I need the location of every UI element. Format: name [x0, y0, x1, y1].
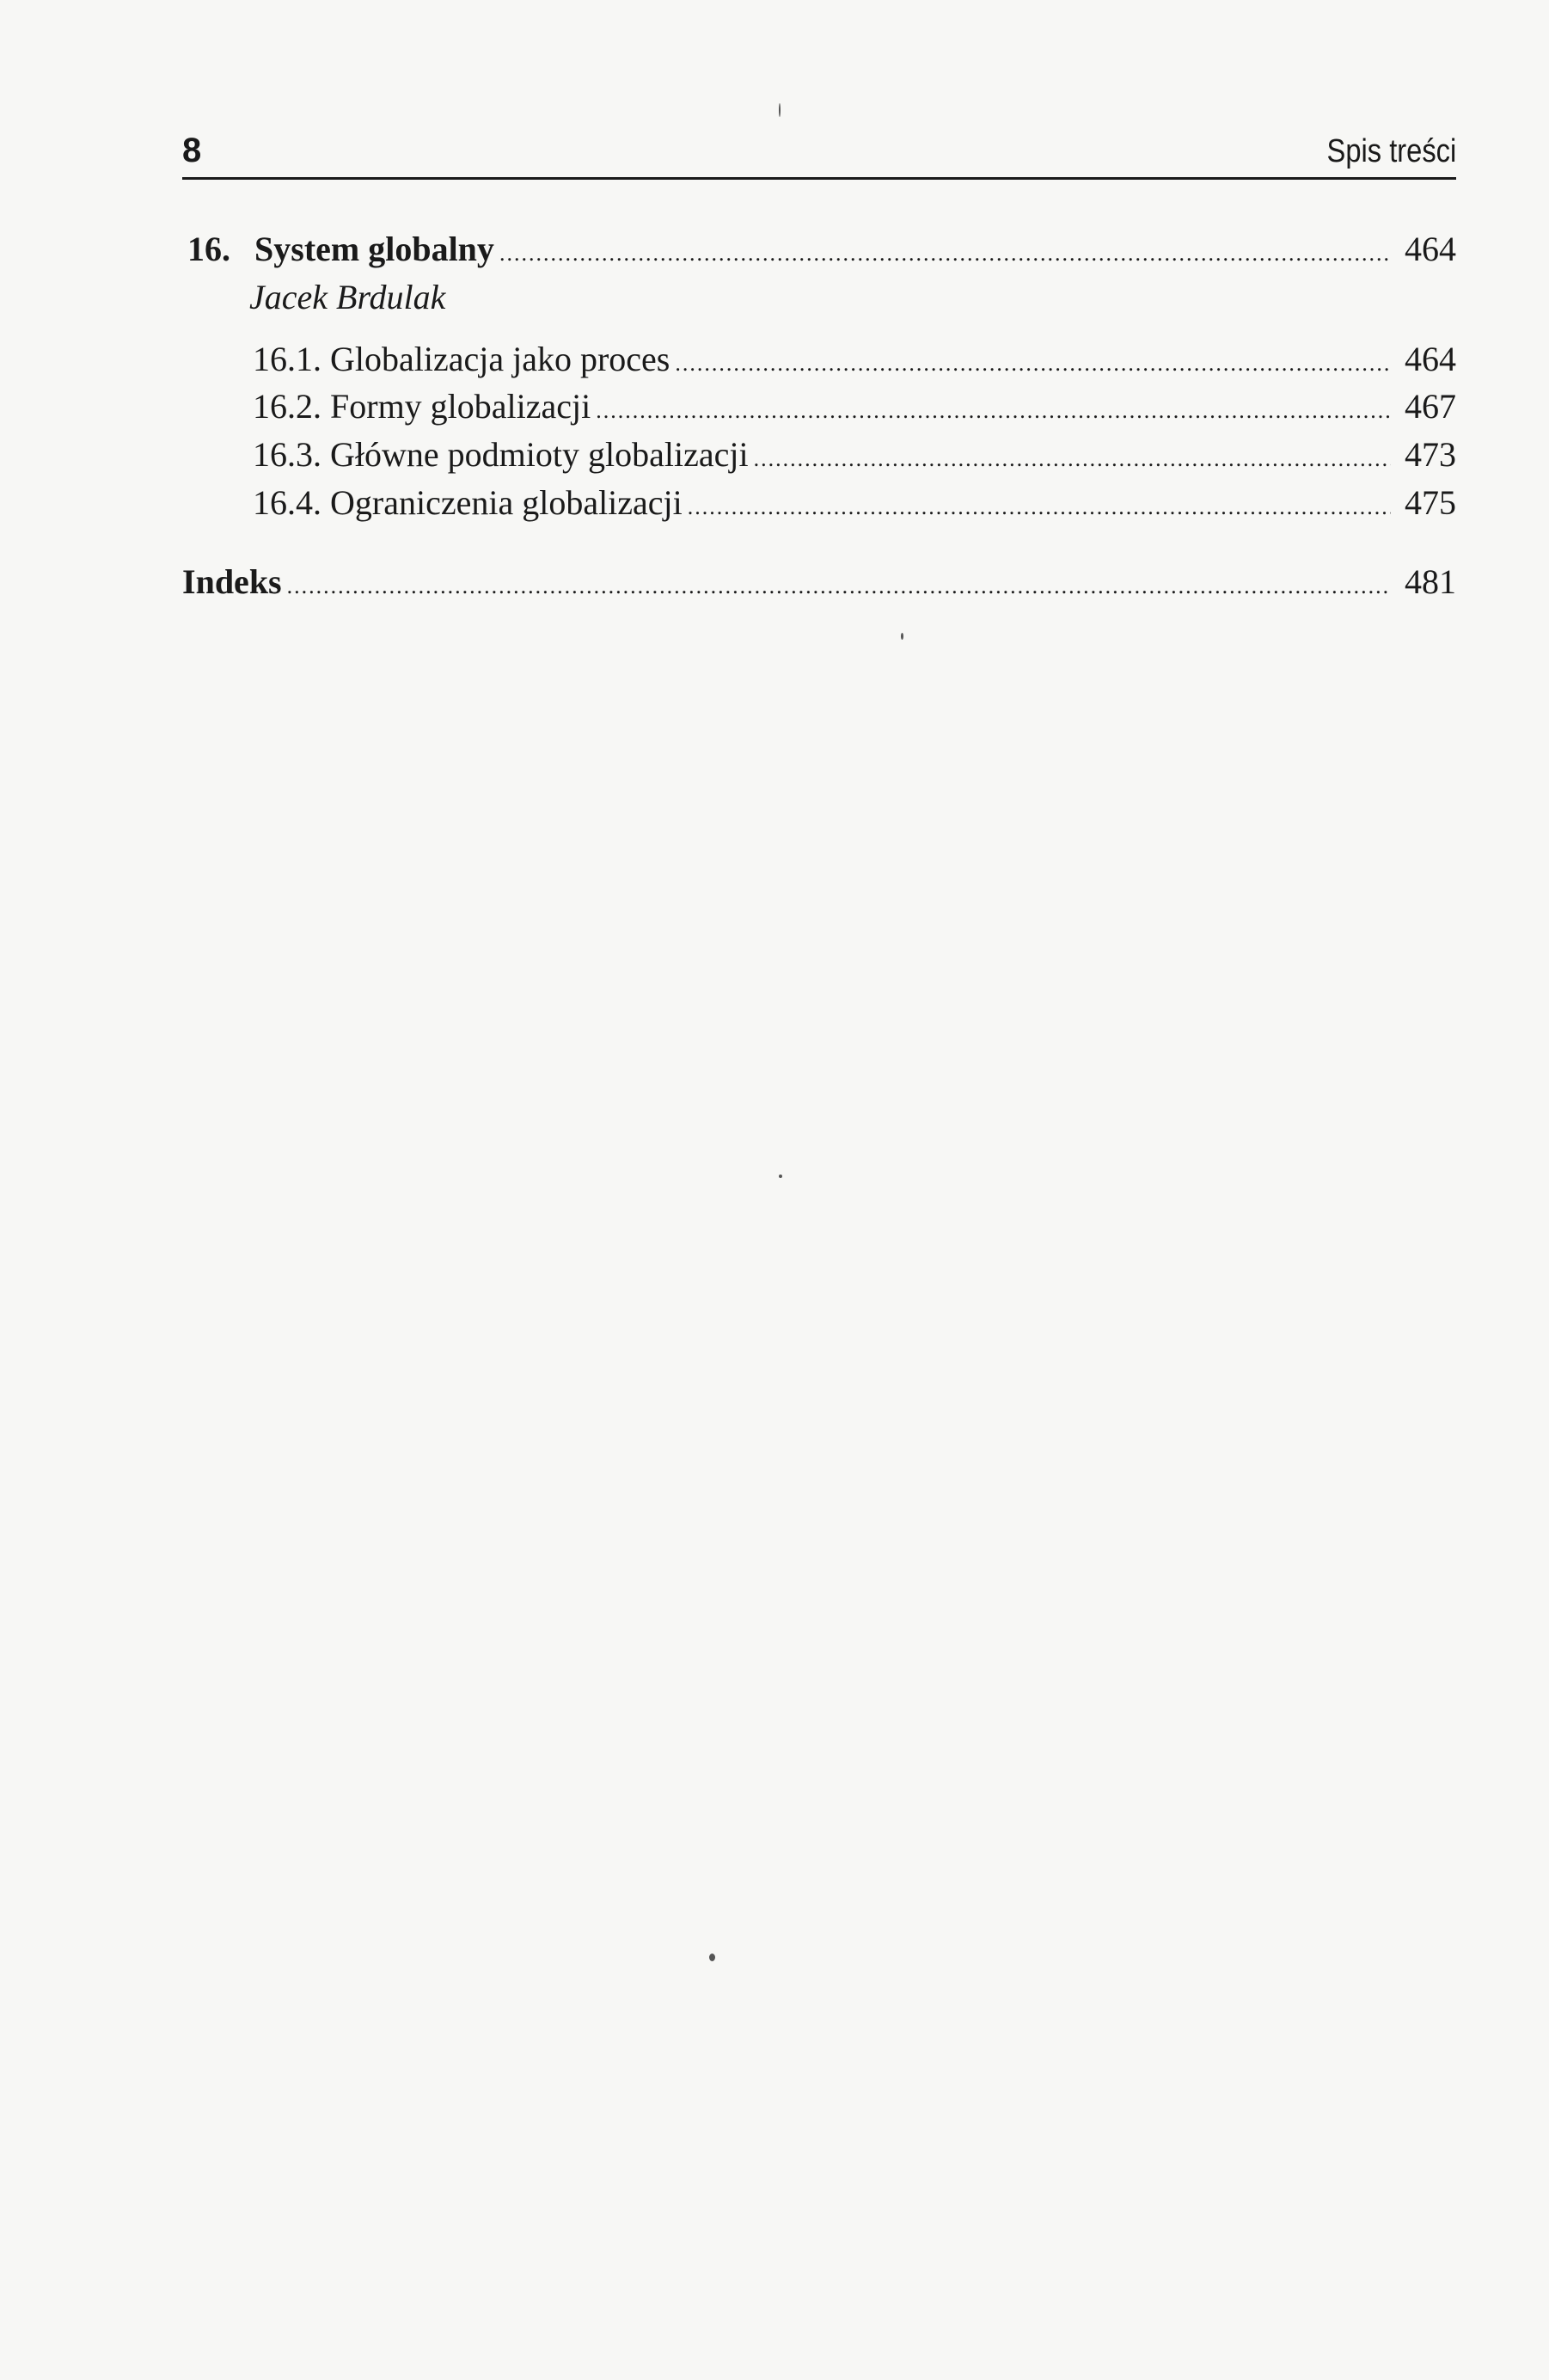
toc-index-entry[interactable] — [182, 562, 1456, 601]
toc-section-16-1[interactable] — [253, 342, 1456, 377]
scan-speck — [709, 1954, 715, 1961]
chapter-number: 16. — [187, 230, 230, 268]
toc-section-16-4[interactable] — [253, 483, 1456, 522]
toc-section-16-2[interactable] — [253, 387, 1456, 426]
dot-leader — [675, 353, 1391, 375]
section-title: 16.1. Globalizacja jako proces — [253, 340, 670, 378]
scan-speck — [779, 1175, 782, 1178]
section-page: 464 — [1405, 340, 1456, 378]
index-page: 481 — [1405, 562, 1456, 601]
index-title: Indeks — [182, 562, 282, 601]
section-title: 16.3. Główne podmioty globalizacji — [253, 435, 749, 474]
toc-chapter-16[interactable] — [187, 232, 1456, 267]
toc-section-16-3[interactable] — [253, 435, 1456, 474]
dot-leader — [688, 496, 1391, 518]
chapter-title: System globalny — [254, 230, 494, 268]
section-page: 467 — [1405, 387, 1456, 426]
running-title: Spis treści — [1326, 133, 1456, 169]
chapter-page: 464 — [1405, 230, 1456, 268]
page-number: 8 — [182, 132, 202, 169]
section-title: 16.2. Formy globalizacji — [253, 387, 591, 426]
page-header — [182, 120, 1456, 180]
scan-speck — [779, 103, 781, 117]
dot-leader — [287, 575, 1391, 598]
section-page: 473 — [1405, 435, 1456, 474]
scan-speck — [901, 633, 903, 640]
section-page: 475 — [1405, 483, 1456, 522]
dot-leader — [754, 448, 1391, 470]
section-title: 16.4. Ograniczenia globalizacji — [253, 483, 683, 522]
dot-leader — [499, 242, 1391, 265]
dot-leader — [596, 400, 1391, 422]
chapter-author: Jacek Brdulak — [249, 278, 446, 316]
